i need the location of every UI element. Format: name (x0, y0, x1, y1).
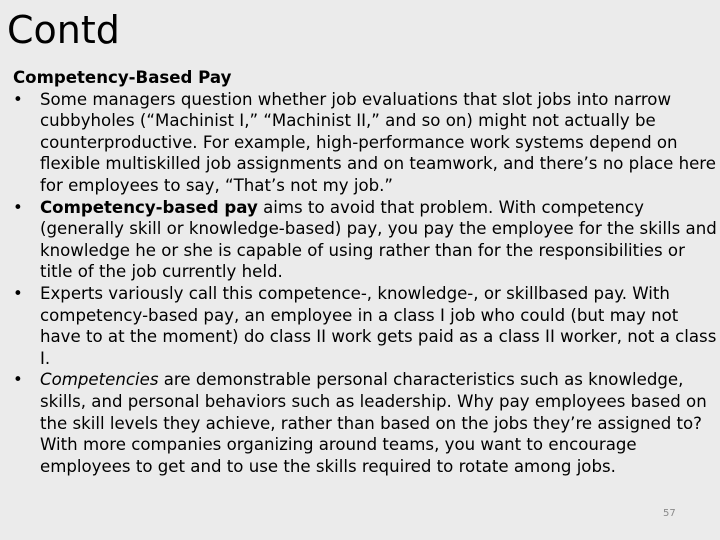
bullet-item (13, 197, 717, 283)
bullet-icon: • (13, 197, 23, 217)
slide-title: Contd (7, 8, 120, 52)
bullet-item (13, 283, 717, 369)
bullet-icon: • (13, 89, 23, 109)
bullet-icon: • (13, 370, 23, 390)
bullet-text: Some managers question whether job evaluations that slot jobs into narrow cubbyholes (“Machinist I,” “Machinist II,” and so on) might not actually be counterproductive. For example, high-performance work systems depend on flexible multiskilled job assignments and on teamwork, and there’s no place here for employees to say, “That’s not my job.” (40, 89, 716, 195)
bullet-italic-term: Competencies (40, 370, 159, 390)
page-number: 57 (663, 508, 676, 519)
bullet-bold-term: Competency-based pay (40, 197, 258, 217)
bullet-text: are demonstrable personal characteristics such as knowledge, skills, and personal behaviors such as leadership. Why pay employees based on the skill levels they achieve, rather than based on the jobs they’re assigned to? With more companies organizing around teams, you want to encourage employees to get and to use the skills required to rotate among jobs. (40, 370, 707, 476)
bullet-item (13, 369, 717, 477)
bullet-list (13, 89, 717, 478)
slide-body (13, 67, 717, 477)
section-heading: Competency-Based Pay (13, 68, 232, 87)
bullet-text: Experts variously call this competence-, knowledge-, or skillbased pay. With competency-based pay, an employee in a class I job who could (but may not have to at the moment) do class II work gets paid as a class II worker, not a class I. (40, 283, 717, 368)
bullet-icon: • (13, 283, 23, 303)
bullet-text: aims to avoid that problem. With competency (generally skill or knowledge-based) pay, you pay the employee for the skills and knowledge he or she is capable of using rather than for the responsibilities or title of the job currently held. (40, 197, 717, 282)
bullet-item (13, 89, 717, 197)
